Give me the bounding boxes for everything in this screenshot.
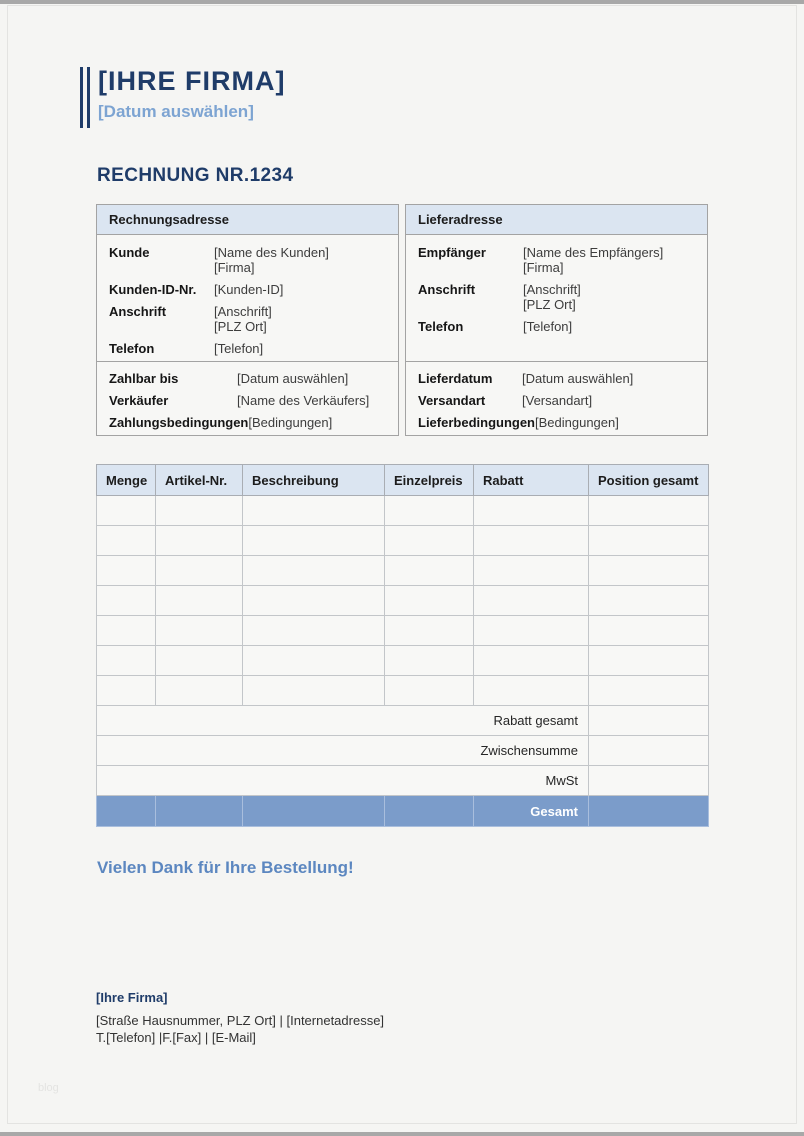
item-cell[interactable]: [243, 556, 385, 586]
column-header-beschreibung: Beschreibung: [243, 465, 385, 496]
field-row: [418, 245, 695, 275]
item-cell[interactable]: [589, 646, 709, 676]
company-name: [IHRE FIRMA]: [98, 66, 286, 96]
letterhead: [98, 66, 285, 122]
item-cell[interactable]: [156, 496, 243, 526]
item-cell[interactable]: [385, 646, 474, 676]
summary-row: [97, 706, 709, 736]
item-cell[interactable]: [97, 556, 156, 586]
company-logo-bars: [80, 67, 90, 128]
item-cell[interactable]: [385, 496, 474, 526]
field-value[interactable]: [Bedingungen]: [535, 415, 619, 430]
field-label: Kunde: [109, 245, 150, 260]
item-cell[interactable]: [474, 616, 589, 646]
blog-watermark: blog: [38, 1082, 59, 1094]
field-row: [109, 415, 386, 430]
item-cell[interactable]: [474, 526, 589, 556]
item-cell[interactable]: [474, 556, 589, 586]
total-label: Gesamt: [474, 796, 589, 827]
item-cell[interactable]: [243, 496, 385, 526]
column-header-position-gesamt: Position gesamt: [589, 465, 709, 496]
item-row: [97, 646, 709, 676]
item-row: [97, 496, 709, 526]
billing-address-panel: [96, 204, 399, 362]
total-row: [97, 796, 709, 827]
item-cell[interactable]: [97, 586, 156, 616]
field-label: Zahlungsbedingungen: [109, 415, 249, 430]
field-value[interactable]: [Name des Verkäufers]: [237, 393, 370, 408]
date-placeholder-field[interactable]: [Datum auswählen]: [98, 102, 254, 121]
field-value[interactable]: [Anschrift] [PLZ Ort]: [214, 304, 272, 334]
shipping-address-panel: [405, 204, 708, 362]
total-amount-cell[interactable]: [589, 796, 709, 827]
items-header-row: [97, 465, 709, 496]
logo-bar-icon: [80, 67, 83, 128]
total-row-cell: [156, 796, 243, 827]
field-label: Zahlbar bis: [109, 371, 179, 386]
field-label: Telefon: [109, 341, 155, 356]
field-value[interactable]: [Versandart]: [522, 393, 593, 408]
item-cell[interactable]: [385, 526, 474, 556]
summary-amount-cell[interactable]: [589, 706, 709, 736]
item-row: [97, 556, 709, 586]
page-bottom-edge: [0, 1132, 804, 1136]
field-label: Empfänger: [418, 245, 486, 260]
field-row: [418, 319, 695, 334]
summary-row: [97, 736, 709, 766]
item-row: [97, 586, 709, 616]
field-label: Anschrift: [109, 304, 167, 319]
item-cell[interactable]: [97, 676, 156, 706]
page-top-edge: [0, 0, 804, 4]
item-cell[interactable]: [156, 616, 243, 646]
items-body: [97, 496, 709, 706]
field-label: Telefon: [418, 319, 464, 334]
item-cell[interactable]: [243, 676, 385, 706]
item-cell[interactable]: [474, 586, 589, 616]
total-row-cell: [97, 796, 156, 827]
field-row: [109, 282, 386, 297]
item-cell[interactable]: [243, 646, 385, 676]
field-row: [109, 341, 386, 356]
summary-amount-cell[interactable]: [589, 766, 709, 796]
column-header-menge: Menge: [97, 465, 156, 496]
item-cell[interactable]: [474, 646, 589, 676]
item-cell[interactable]: [156, 556, 243, 586]
item-row: [97, 616, 709, 646]
thank-you-message: Vielen Dank für Ihre Bestellung!: [97, 858, 354, 877]
logo-bar-icon: [87, 67, 90, 128]
field-row: [418, 393, 695, 408]
item-cell[interactable]: [156, 646, 243, 676]
item-cell[interactable]: [156, 676, 243, 706]
field-row: [109, 304, 386, 334]
field-row: [418, 282, 695, 312]
total-row-cell: [385, 796, 474, 827]
field-label: Anschrift: [418, 282, 476, 297]
column-header-einzelpreis: Einzelpreis: [385, 465, 474, 496]
total-row-cell: [243, 796, 385, 827]
item-cell[interactable]: [385, 586, 474, 616]
field-label: Verkäufer: [109, 393, 169, 408]
item-cell[interactable]: [97, 646, 156, 676]
field-value[interactable]: [Bedingungen]: [248, 415, 333, 430]
footer: [96, 990, 384, 1046]
billing-panel-title: Rechnungsadresse: [97, 205, 398, 235]
field-value[interactable]: [Name des Kunden] [Firma]: [214, 245, 329, 275]
item-cell[interactable]: [243, 616, 385, 646]
shipping-panel-title: Lieferadresse: [406, 205, 707, 235]
billing-column: [96, 204, 399, 436]
field-value[interactable]: [Anschrift] [PLZ Ort]: [523, 282, 581, 312]
item-row: [97, 676, 709, 706]
shipping-column: [405, 204, 708, 436]
field-label: Lieferdatum: [418, 371, 493, 386]
item-cell[interactable]: [156, 526, 243, 556]
line-items-section: [96, 464, 709, 827]
column-header-artikel-nr: Artikel-Nr.: [156, 465, 243, 496]
summary-row: [97, 766, 709, 796]
field-label: Versandart: [418, 393, 486, 408]
field-label: Kunden-ID-Nr.: [109, 282, 197, 297]
items-table: [96, 464, 709, 827]
item-row: [97, 526, 709, 556]
item-cell[interactable]: [589, 526, 709, 556]
item-cell[interactable]: [156, 586, 243, 616]
field-row: [109, 393, 386, 408]
address-section: [96, 204, 708, 436]
invoice-title: RECHNUNG NR.1234: [97, 165, 294, 186]
summary-label: Zwischensumme: [97, 736, 589, 766]
footer-contact-line: T.[Telefon] |F.[Fax] | [E-Mail]: [96, 1030, 256, 1045]
item-cell[interactable]: [385, 616, 474, 646]
item-cell[interactable]: [97, 616, 156, 646]
field-row: [418, 371, 695, 386]
item-cell[interactable]: [589, 676, 709, 706]
summary-label: Rabatt gesamt: [97, 706, 589, 736]
item-cell[interactable]: [243, 586, 385, 616]
field-row: [109, 371, 386, 386]
field-row: [109, 245, 386, 275]
item-cell[interactable]: [474, 496, 589, 526]
delivery-terms-panel: [405, 361, 708, 436]
item-cell[interactable]: [589, 496, 709, 526]
item-cell[interactable]: [589, 586, 709, 616]
column-header-rabatt: Rabatt: [474, 465, 589, 496]
field-value[interactable]: [Datum auswählen]: [237, 371, 349, 386]
footer-company-name: [Ihre Firma]: [96, 990, 168, 1005]
field-value[interactable]: [Kunden-ID]: [214, 282, 284, 297]
item-cell[interactable]: [243, 526, 385, 556]
field-label: Lieferbedingungen: [418, 415, 535, 430]
item-cell[interactable]: [385, 556, 474, 586]
summary-label: MwSt: [97, 766, 589, 796]
field-value[interactable]: [Telefon]: [214, 341, 264, 356]
footer-address-line: [Straße Hausnummer, PLZ Ort] | [Internetadresse]: [96, 1013, 385, 1028]
field-value[interactable]: [Telefon]: [523, 319, 573, 334]
item-cell[interactable]: [97, 496, 156, 526]
item-cell[interactable]: [589, 616, 709, 646]
field-row: [418, 415, 695, 430]
payment-terms-panel: [96, 361, 399, 436]
field-value[interactable]: [Datum auswählen]: [522, 371, 634, 386]
item-cell[interactable]: [385, 676, 474, 706]
item-cell[interactable]: [474, 676, 589, 706]
field-value[interactable]: [Name des Empfängers] [Firma]: [523, 245, 664, 275]
item-cell[interactable]: [589, 556, 709, 586]
summary-amount-cell[interactable]: [589, 736, 709, 766]
item-cell[interactable]: [97, 526, 156, 556]
